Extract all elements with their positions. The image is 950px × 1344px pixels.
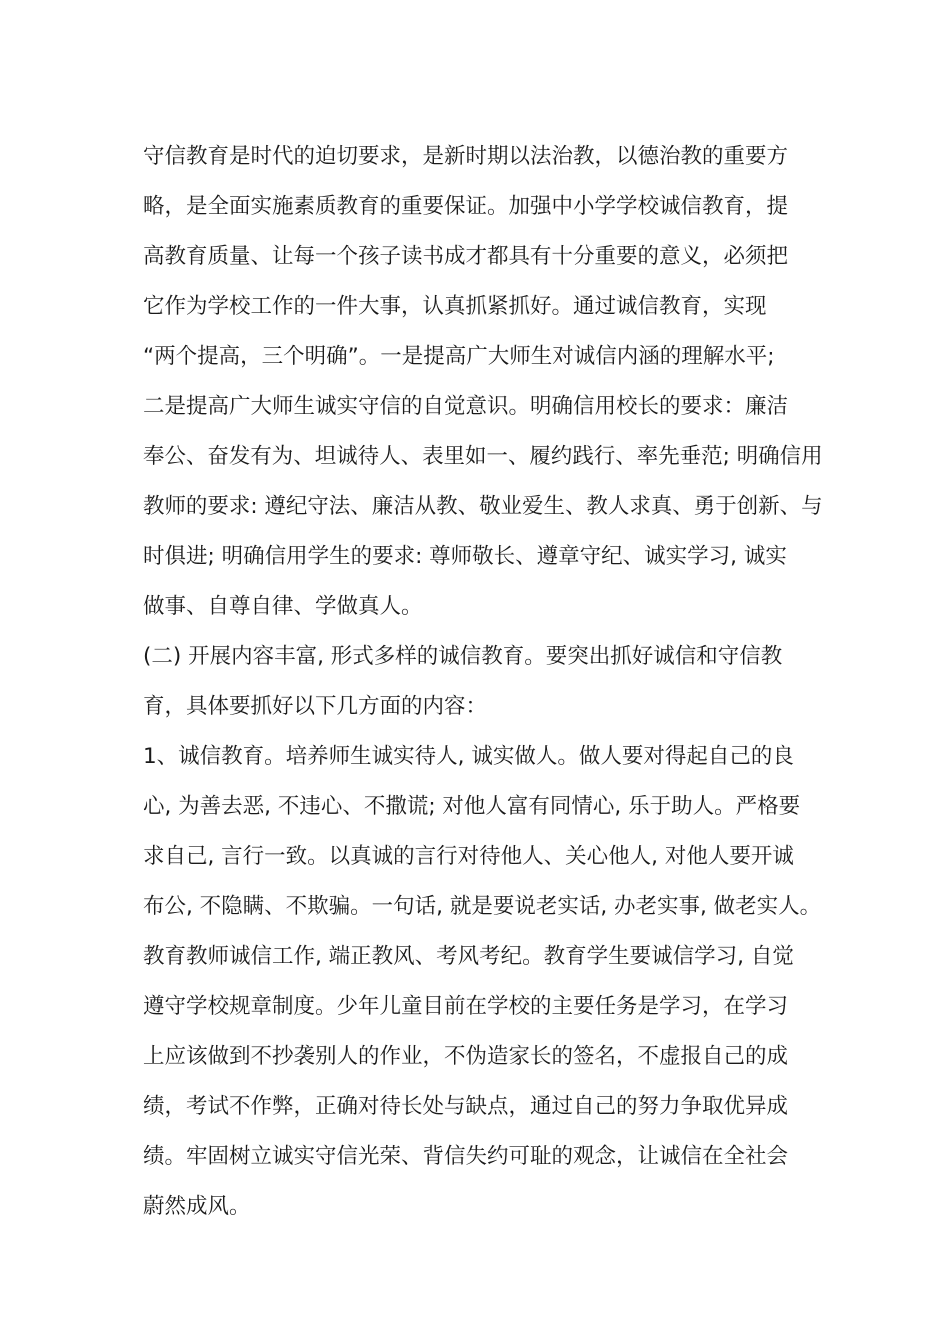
body-text [143, 132, 823, 1232]
text-line: 心, 为善去恶, 不违心、不撒谎; 对他人富有同情心, 乐于助人。严格要 [143, 794, 801, 819]
text-line: 时俱进; 明确信用学生的要求: 尊师敬长、遵章守纪、诚实学习, 诚实 [143, 544, 787, 569]
text-line: 教育教师诚信工作, 端正教风、考风考纪。教育学生要诚信学习, 自觉 [143, 944, 794, 969]
text-line: 上应该做到不抄袭别人的作业，不伪造家长的签名，不虚报自己的成 [143, 1044, 789, 1069]
text-line: 绩。牢固树立诚实守信光荣、背信失约可耻的观念，让诚信在全社会 [143, 1144, 789, 1169]
text-line: 它作为学校工作的一件大事，认真抓紧抓好。通过诚信教育，实现 [143, 294, 767, 319]
text-line: 做事、自尊自律、学做真人。 [143, 594, 423, 619]
text-line: “两个提高，三个明确”。一是提高广大师生对诚信内涵的理解水平; [143, 344, 775, 369]
text-line: 绩，考试不作弊，正确对待长处与缺点，通过自己的努力争取优异成 [143, 1094, 789, 1119]
text-line: 教师的要求: 遵纪守法、廉洁从教、敬业爱生、教人求真、勇于创新、与 [143, 494, 823, 519]
text-line: 守信教育是时代的迫切要求，是新时期以法治教，以德治教的重要方 [143, 144, 789, 169]
text-line: 求自己, 言行一致。以真诚的言行对待他人、关心他人, 对他人要开诚 [143, 844, 794, 869]
text-line: (二) 开展内容丰富, 形式多样的诚信教育。要突出抓好诚信和守信教 [143, 644, 783, 669]
text-line: 育，具体要抓好以下几方面的内容： [143, 694, 488, 719]
text-line: 奉公、奋发有为、坦诚待人、表里如一、履约践行、率先垂范; 明确信用 [143, 444, 823, 469]
text-line: 略，是全面实施素质教育的重要保证。加强中小学学校诚信教育，提 [143, 194, 789, 219]
text-line: 高教育质量、让每一个孩子读书成才都具有十分重要的意义，必须把 [143, 244, 789, 269]
text-line: 遵守学校规章制度。少年儿童目前在学校的主要任务是学习，在学习 [143, 994, 789, 1019]
text-line: 二是提高广大师生诚实守信的自觉意识。明确信用校长的要求：廉洁 [143, 394, 789, 419]
text-line: 布公, 不隐瞒、不欺骗。一句话, 就是要说老实话, 办老实事, 做老实人。 [143, 894, 822, 919]
text-line: 1、诚信教育。培养师生诚实待人, 诚实做人。做人要对得起自己的良 [143, 744, 794, 769]
text-line: 蔚然成风。 [143, 1194, 251, 1219]
